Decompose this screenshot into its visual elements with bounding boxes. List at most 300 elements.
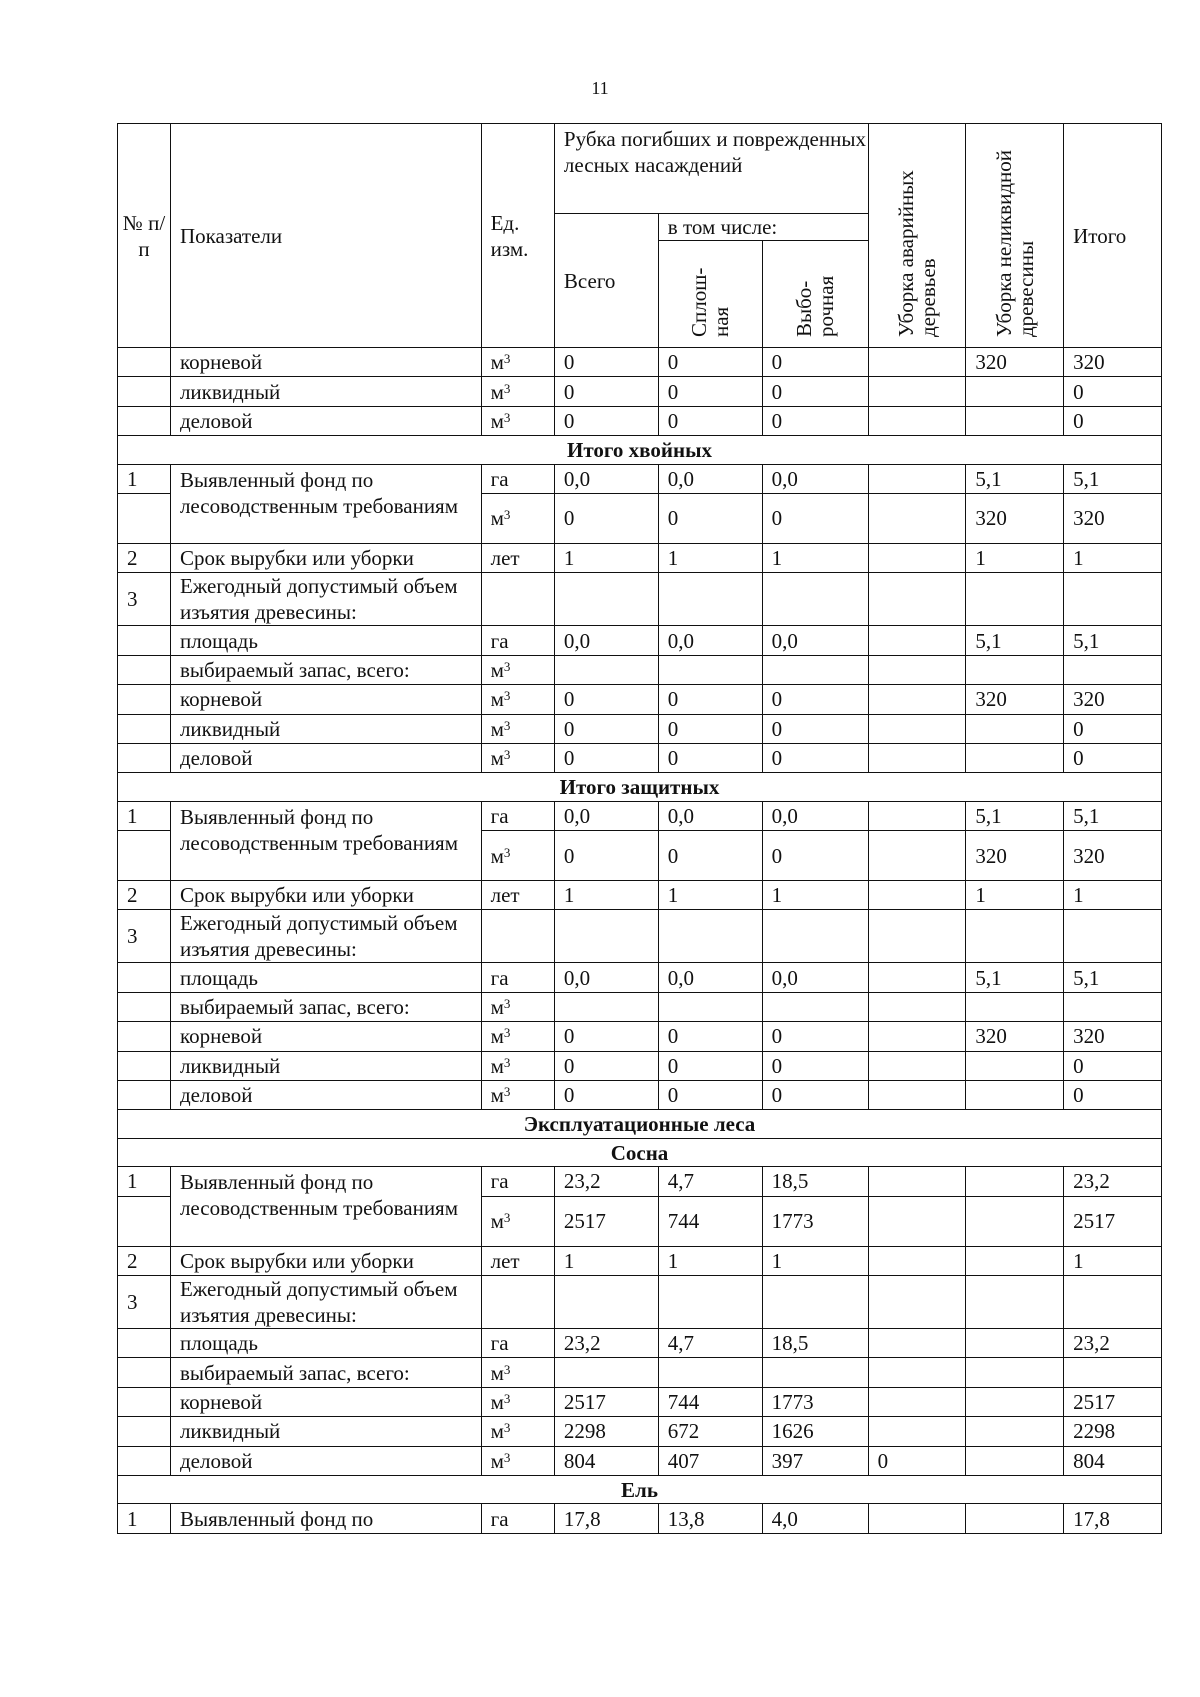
term-label: Срок вырубки или уборки (170, 881, 481, 910)
num-cell (118, 963, 171, 992)
value-cell: 5,1 (966, 626, 1064, 655)
table-row (118, 406, 1162, 435)
value-cell: 0 (762, 743, 868, 772)
unit-cell: $м^3$ (481, 831, 554, 881)
fund-label: Выявленный фонд по лесоводственным требованиям (170, 801, 481, 880)
value-cell: 18,5 (762, 1167, 868, 1196)
value-cell (868, 685, 966, 714)
header-solid: Сплош-ная (658, 241, 762, 348)
num-cell: 1 (118, 464, 171, 493)
indicator-cell: ликвидный (170, 377, 481, 406)
header-itogo: Итого (1064, 124, 1162, 348)
value-cell (868, 1081, 966, 1110)
value-cell: 0 (658, 1051, 762, 1080)
value-cell: 1 (658, 543, 762, 572)
value-cell (966, 377, 1064, 406)
value-cell: 5,1 (966, 464, 1064, 493)
fund-label: Выявленный фонд по лесоводственным требованиям (170, 1167, 481, 1246)
unit-cell: лет (481, 1246, 554, 1275)
indicator-cell: площадь (170, 963, 481, 992)
value-cell: 23,2 (554, 1167, 658, 1196)
value-cell: 0,0 (762, 464, 868, 493)
unit-cell: $м^3$ (481, 655, 554, 684)
value-cell: 0 (658, 1022, 762, 1051)
value-cell: 0,0 (658, 963, 762, 992)
annual-label: Ежегодный допустимый объем изъятия древесины: (170, 1275, 481, 1328)
annual-label: Ежегодный допустимый объем изъятия древесины: (170, 910, 481, 963)
indicator-cell: деловой (170, 1081, 481, 1110)
table-row (118, 685, 1162, 714)
value-cell: 13,8 (658, 1504, 762, 1533)
empty-cell (966, 910, 1064, 963)
header-incl: в том числе: (658, 214, 868, 241)
value-cell: 320 (1064, 685, 1162, 714)
value-cell: 0 (658, 1081, 762, 1110)
indicator-cell: выбираемый запас, всего: (170, 655, 481, 684)
unit-cell: га (481, 801, 554, 830)
value-cell: 0 (554, 493, 658, 543)
header-nonliquid: Уборка неликвидной древесины (966, 124, 1064, 348)
num-cell (118, 1358, 171, 1387)
value-cell: 0 (554, 1051, 658, 1080)
value-cell: 4,7 (658, 1167, 762, 1196)
value-cell: 0,0 (554, 626, 658, 655)
section-title: Эксплуатационные леса (118, 1110, 1162, 1138)
header-num: № п/п (118, 124, 171, 348)
value-cell (658, 992, 762, 1021)
value-cell: 17,8 (554, 1504, 658, 1533)
unit-cell: га (481, 963, 554, 992)
indicator-cell: деловой (170, 406, 481, 435)
value-cell (966, 743, 1064, 772)
indicator-cell: выбираемый запас, всего: (170, 1358, 481, 1387)
unit-cell: лет (481, 881, 554, 910)
unit-cell: $м^3$ (481, 685, 554, 714)
value-cell (868, 743, 966, 772)
value-cell: 0 (554, 377, 658, 406)
value-cell (868, 714, 966, 743)
num-cell (118, 1196, 171, 1246)
value-cell: 0 (762, 493, 868, 543)
value-cell (1064, 992, 1162, 1021)
value-cell: 2517 (554, 1196, 658, 1246)
value-cell (868, 493, 966, 543)
value-cell: 320 (1064, 493, 1162, 543)
page-number: 11 (591, 78, 609, 98)
value-cell (868, 1358, 966, 1387)
value-cell: 0 (1064, 1051, 1162, 1080)
value-cell (868, 1051, 966, 1080)
unit-cell: $м^3$ (481, 493, 554, 543)
value-cell: 0 (1064, 714, 1162, 743)
indicator-cell: корневой (170, 1022, 481, 1051)
value-cell: 0 (762, 714, 868, 743)
value-cell (966, 406, 1064, 435)
value-cell: 1773 (762, 1196, 868, 1246)
value-cell: 804 (554, 1446, 658, 1475)
value-cell: 5,1 (1064, 464, 1162, 493)
value-cell (658, 655, 762, 684)
value-cell (762, 655, 868, 684)
value-cell: 0,0 (554, 464, 658, 493)
value-cell (868, 1387, 966, 1416)
term-label: Срок вырубки или уборки (170, 543, 481, 572)
num-cell: 1 (118, 1504, 171, 1533)
table-row (118, 626, 1162, 655)
empty-cell (554, 910, 658, 963)
value-cell: 4,7 (658, 1328, 762, 1357)
table-row (118, 655, 1162, 684)
num-cell (118, 1022, 171, 1051)
value-cell: 2517 (1064, 1196, 1162, 1246)
value-cell: 320 (966, 831, 1064, 881)
empty-cell (1064, 573, 1162, 626)
value-cell: 0,0 (762, 801, 868, 830)
num-cell (118, 992, 171, 1021)
value-cell (966, 1504, 1064, 1533)
value-cell: 1 (658, 1246, 762, 1275)
value-cell (868, 1196, 966, 1246)
value-cell (868, 348, 966, 377)
value-cell: 320 (1064, 831, 1162, 881)
value-cell (966, 992, 1064, 1021)
value-cell (868, 1504, 966, 1533)
value-cell: 23,2 (1064, 1328, 1162, 1357)
value-cell: 397 (762, 1446, 868, 1475)
unit-cell: $м^3$ (481, 1358, 554, 1387)
empty-cell (1064, 1275, 1162, 1328)
value-cell: 744 (658, 1196, 762, 1246)
value-cell: 0 (658, 348, 762, 377)
header-unit: Ед. изм. (481, 124, 554, 348)
fund-label: Выявленный фонд по лесоводственным требованиям (170, 464, 481, 543)
value-cell: 0 (762, 685, 868, 714)
num-cell (118, 1051, 171, 1080)
value-cell (966, 1328, 1064, 1357)
num-cell: 2 (118, 543, 171, 572)
empty-cell (658, 910, 762, 963)
value-cell: 320 (966, 348, 1064, 377)
value-cell (966, 1051, 1064, 1080)
value-cell: 320 (966, 493, 1064, 543)
value-cell: 1 (762, 543, 868, 572)
table-row (118, 1358, 1162, 1387)
value-cell: 5,1 (966, 963, 1064, 992)
value-cell: 18,5 (762, 1328, 868, 1357)
num-cell: 3 (118, 573, 171, 626)
unit-cell: $м^3$ (481, 1196, 554, 1246)
unit-cell: $м^3$ (481, 1022, 554, 1051)
indicator-cell: ликвидный (170, 1417, 481, 1446)
num-cell (118, 348, 171, 377)
value-cell: 0 (658, 743, 762, 772)
value-cell: 5,1 (1064, 963, 1162, 992)
value-cell: 0 (762, 348, 868, 377)
num-cell: 3 (118, 1275, 171, 1328)
value-cell: 0 (1064, 406, 1162, 435)
indicator-cell: ликвидный (170, 1051, 481, 1080)
empty-cell (658, 573, 762, 626)
table-row (118, 1387, 1162, 1416)
value-cell (966, 1246, 1064, 1275)
value-cell: 0 (554, 348, 658, 377)
value-cell: 320 (1064, 1022, 1162, 1051)
value-cell (1064, 1358, 1162, 1387)
table-row (118, 1446, 1162, 1475)
value-cell: 0,0 (658, 464, 762, 493)
empty-cell (658, 1275, 762, 1328)
value-cell: 2517 (554, 1387, 658, 1416)
value-cell (1064, 655, 1162, 684)
value-cell: 1773 (762, 1387, 868, 1416)
table-row (118, 992, 1162, 1021)
unit-cell: $м^3$ (481, 743, 554, 772)
num-cell (118, 743, 171, 772)
value-cell: 744 (658, 1387, 762, 1416)
num-cell (118, 1081, 171, 1110)
section-title: Итого хвойных (118, 436, 1162, 464)
value-cell: 23,2 (554, 1328, 658, 1357)
indicator-cell: корневой (170, 348, 481, 377)
indicator-cell: корневой (170, 1387, 481, 1416)
num-cell (118, 714, 171, 743)
value-cell (966, 1081, 1064, 1110)
value-cell (868, 992, 966, 1021)
value-cell (868, 543, 966, 572)
table-row (118, 714, 1162, 743)
value-cell: 0 (1064, 743, 1162, 772)
value-cell: 0 (868, 1446, 966, 1475)
table-row (118, 1081, 1162, 1110)
empty-cell (762, 1275, 868, 1328)
value-cell: 1 (966, 543, 1064, 572)
empty-cell (868, 910, 966, 963)
value-cell (554, 1358, 658, 1387)
fund-label: Выявленный фонд по (170, 1504, 481, 1533)
value-cell: 0 (554, 406, 658, 435)
value-cell: 407 (658, 1446, 762, 1475)
empty-cell (481, 910, 554, 963)
indicator-cell: площадь (170, 626, 481, 655)
value-cell: 1 (1064, 1246, 1162, 1275)
value-cell: 0 (554, 685, 658, 714)
value-cell: 5,1 (1064, 801, 1162, 830)
value-cell (868, 655, 966, 684)
num-cell (118, 831, 171, 881)
value-cell: 1 (554, 1246, 658, 1275)
value-cell: 1 (966, 881, 1064, 910)
value-cell (868, 1022, 966, 1051)
unit-cell: $м^3$ (481, 377, 554, 406)
value-cell: 1 (1064, 881, 1162, 910)
unit-cell: га (481, 1504, 554, 1533)
value-cell: 0 (658, 377, 762, 406)
value-cell (554, 655, 658, 684)
value-cell: 1 (762, 881, 868, 910)
value-cell: 0 (658, 714, 762, 743)
value-cell: 0 (1064, 377, 1162, 406)
value-cell (966, 655, 1064, 684)
term-label: Срок вырубки или уборки (170, 1246, 481, 1275)
table-row (118, 963, 1162, 992)
value-cell: 0 (554, 714, 658, 743)
value-cell (966, 714, 1064, 743)
num-cell: 3 (118, 910, 171, 963)
empty-cell (762, 573, 868, 626)
unit-cell: $м^3$ (481, 1446, 554, 1475)
num-cell: 1 (118, 801, 171, 830)
value-cell: 0,0 (762, 963, 868, 992)
unit-cell: га (481, 1328, 554, 1357)
value-cell: 1 (1064, 543, 1162, 572)
value-cell: 0,0 (658, 801, 762, 830)
value-cell (868, 1246, 966, 1275)
value-cell (868, 881, 966, 910)
value-cell: 0,0 (658, 626, 762, 655)
value-cell: 0 (658, 406, 762, 435)
value-cell: 0 (762, 1081, 868, 1110)
table-row (118, 1022, 1162, 1051)
header-total-all: Всего (554, 214, 658, 348)
value-cell (868, 831, 966, 881)
indicator-cell: ликвидный (170, 714, 481, 743)
table-row (118, 377, 1162, 406)
header-selective: Выбо-рочная (762, 241, 868, 348)
value-cell (554, 992, 658, 1021)
value-cell: 0 (554, 743, 658, 772)
value-cell: 1626 (762, 1417, 868, 1446)
num-cell (118, 685, 171, 714)
value-cell: 0 (762, 1051, 868, 1080)
value-cell: 1 (554, 543, 658, 572)
value-cell: 1 (554, 881, 658, 910)
table-row (118, 348, 1162, 377)
value-cell (966, 1167, 1064, 1196)
value-cell: 2298 (554, 1417, 658, 1446)
value-cell (868, 464, 966, 493)
unit-cell: $м^3$ (481, 406, 554, 435)
num-cell (118, 626, 171, 655)
unit-cell: $м^3$ (481, 348, 554, 377)
empty-cell (481, 573, 554, 626)
num-cell: 2 (118, 1246, 171, 1275)
value-cell: 0 (762, 1022, 868, 1051)
unit-cell: га (481, 1167, 554, 1196)
num-cell (118, 1387, 171, 1416)
value-cell (966, 1446, 1064, 1475)
empty-cell (966, 573, 1064, 626)
indicator-cell: выбираемый запас, всего: (170, 992, 481, 1021)
value-cell: 0 (658, 831, 762, 881)
value-cell: 0 (658, 493, 762, 543)
value-cell (966, 1358, 1064, 1387)
value-cell: 23,2 (1064, 1167, 1162, 1196)
unit-cell: $м^3$ (481, 1387, 554, 1416)
indicator-cell: корневой (170, 685, 481, 714)
header-indicator: Показатели (170, 124, 481, 348)
value-cell: 0 (1064, 1081, 1162, 1110)
value-cell: 5,1 (966, 801, 1064, 830)
num-cell (118, 1328, 171, 1357)
unit-cell: $м^3$ (481, 714, 554, 743)
value-cell: 0,0 (554, 963, 658, 992)
section-title: Ель (118, 1475, 1162, 1503)
value-cell (762, 1358, 868, 1387)
unit-cell: $м^3$ (481, 1051, 554, 1080)
empty-cell (762, 910, 868, 963)
annual-label: Ежегодный допустимый объем изъятия древесины: (170, 573, 481, 626)
value-cell: 0 (762, 831, 868, 881)
table-row (118, 1417, 1162, 1446)
unit-cell: $м^3$ (481, 1081, 554, 1110)
value-cell (658, 1358, 762, 1387)
num-cell (118, 406, 171, 435)
num-cell: 1 (118, 1167, 171, 1196)
value-cell: 1 (762, 1246, 868, 1275)
value-cell: 4,0 (762, 1504, 868, 1533)
value-cell (762, 992, 868, 1021)
value-cell: 2517 (1064, 1387, 1162, 1416)
value-cell (966, 1417, 1064, 1446)
empty-cell (554, 1275, 658, 1328)
value-cell: 1 (658, 881, 762, 910)
value-cell: 0 (554, 1022, 658, 1051)
forestry-table (117, 123, 1162, 1534)
num-cell (118, 493, 171, 543)
num-cell (118, 1446, 171, 1475)
value-cell: 320 (966, 685, 1064, 714)
value-cell: 320 (1064, 348, 1162, 377)
value-cell: 0 (554, 831, 658, 881)
value-cell (868, 1328, 966, 1357)
value-cell (868, 1417, 966, 1446)
value-cell: 672 (658, 1417, 762, 1446)
value-cell: 804 (1064, 1446, 1162, 1475)
value-cell: 0 (658, 685, 762, 714)
value-cell: 0,0 (762, 626, 868, 655)
unit-cell: лет (481, 543, 554, 572)
unit-cell: $м^3$ (481, 1417, 554, 1446)
empty-cell (868, 573, 966, 626)
value-cell: 0 (554, 1081, 658, 1110)
unit-cell: га (481, 464, 554, 493)
value-cell: 0,0 (554, 801, 658, 830)
table-row (118, 1328, 1162, 1357)
value-cell (966, 1387, 1064, 1416)
value-cell (868, 377, 966, 406)
value-cell: 320 (966, 1022, 1064, 1051)
indicator-cell: деловой (170, 743, 481, 772)
value-cell: 17,8 (1064, 1504, 1162, 1533)
empty-cell (554, 573, 658, 626)
section-title: Итого защитных (118, 773, 1162, 801)
value-cell (868, 626, 966, 655)
unit-cell: га (481, 626, 554, 655)
value-cell: 0 (762, 377, 868, 406)
header-group: Рубка погибших и поврежденных лесных насаждений (554, 124, 868, 214)
value-cell: 5,1 (1064, 626, 1162, 655)
value-cell (868, 963, 966, 992)
value-cell: 2298 (1064, 1417, 1162, 1446)
empty-cell (868, 1275, 966, 1328)
value-cell (868, 801, 966, 830)
num-cell (118, 655, 171, 684)
table-row (118, 1051, 1162, 1080)
empty-cell (481, 1275, 554, 1328)
num-cell (118, 377, 171, 406)
indicator-cell: деловой (170, 1446, 481, 1475)
empty-cell (966, 1275, 1064, 1328)
